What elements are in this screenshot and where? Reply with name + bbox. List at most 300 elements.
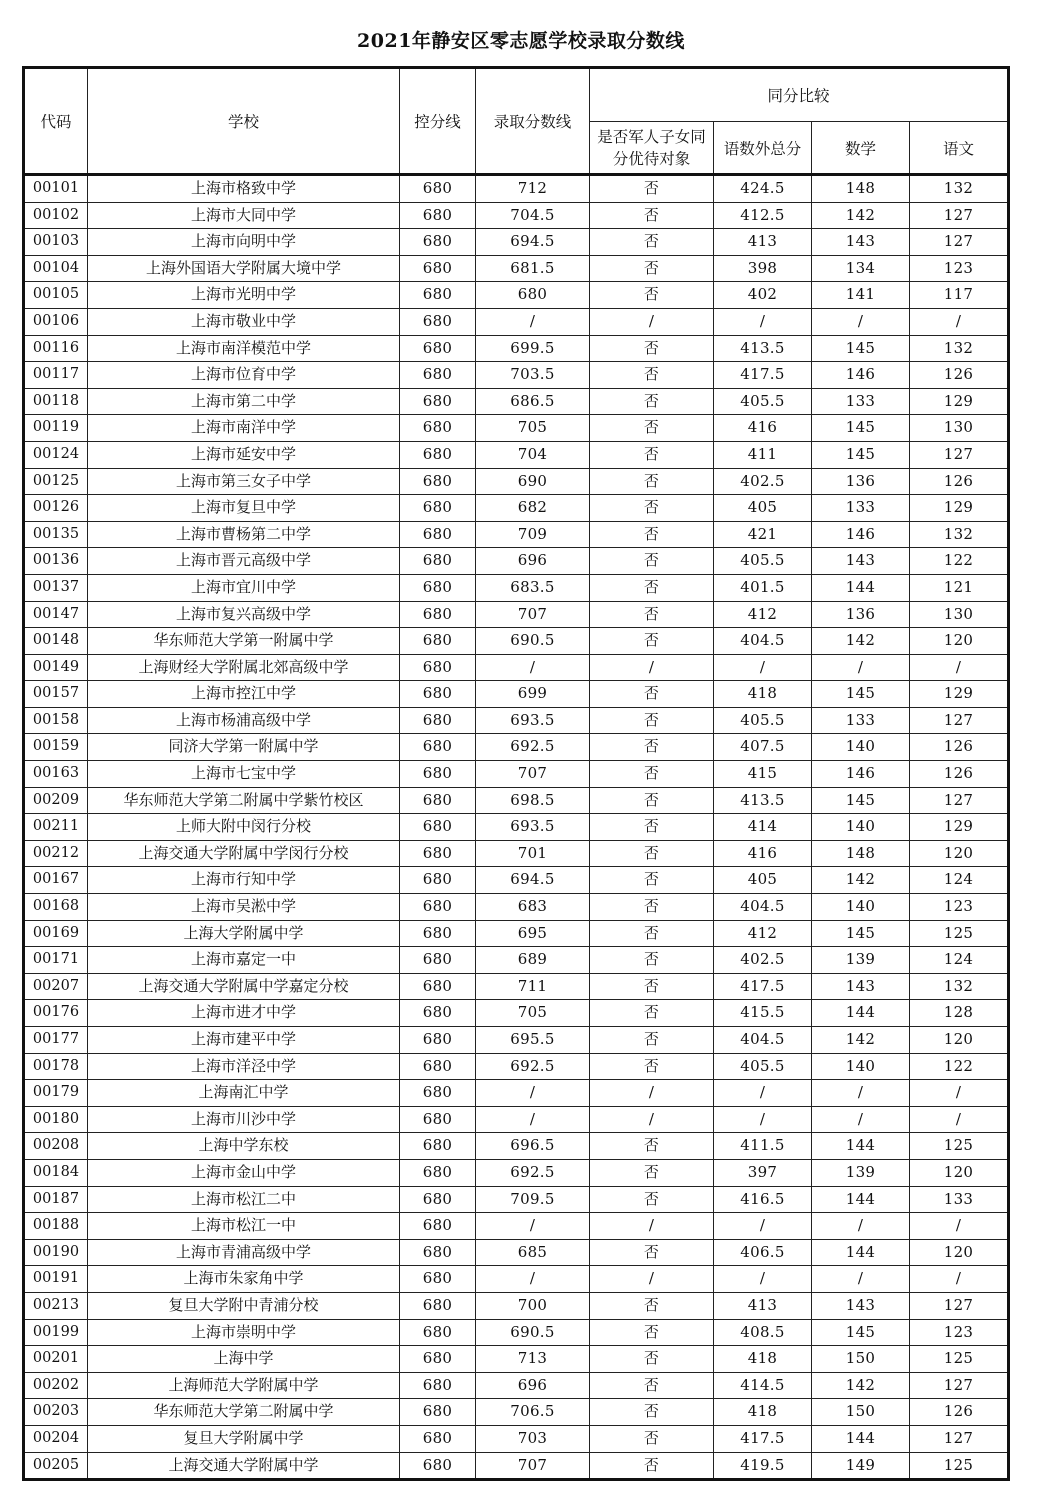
- code-cell: 00168: [24, 894, 88, 921]
- table-row: [24, 628, 1009, 655]
- table-row: [24, 1159, 1009, 1186]
- total-score-cell: 413.5: [714, 787, 812, 814]
- military-priority-cell: 否: [590, 787, 714, 814]
- chinese-cell: 130: [910, 601, 1009, 628]
- military-priority-cell: 否: [590, 1027, 714, 1054]
- math-cell: /: [812, 1213, 910, 1240]
- total-score-cell: 417.5: [714, 973, 812, 1000]
- total-score-cell: /: [714, 1106, 812, 1133]
- table-row: [24, 1452, 1009, 1480]
- control-line-cell: 680: [400, 468, 476, 495]
- military-priority-cell: /: [590, 308, 714, 335]
- admission-line-cell: /: [476, 1266, 590, 1293]
- school-cell: 上海市七宝中学: [88, 761, 400, 788]
- math-cell: 140: [812, 734, 910, 761]
- math-cell: 141: [812, 282, 910, 309]
- control-line-cell: 680: [400, 202, 476, 229]
- table-row: [24, 1213, 1009, 1240]
- military-priority-cell: 否: [590, 495, 714, 522]
- code-cell: 00208: [24, 1133, 88, 1160]
- math-cell: 139: [812, 1159, 910, 1186]
- table-row: [24, 707, 1009, 734]
- math-cell: /: [812, 308, 910, 335]
- admission-line-cell: 690.5: [476, 1319, 590, 1346]
- admission-line-cell: 695.5: [476, 1027, 590, 1054]
- school-cell: 上海市南洋模范中学: [88, 335, 400, 362]
- military-priority-cell: 否: [590, 1346, 714, 1373]
- military-priority-cell: 否: [590, 1452, 714, 1480]
- control-line-cell: 680: [400, 335, 476, 362]
- math-cell: 143: [812, 229, 910, 256]
- math-cell: 150: [812, 1346, 910, 1373]
- control-line-cell: 680: [400, 894, 476, 921]
- total-score-cell: 405: [714, 867, 812, 894]
- military-priority-cell: 否: [590, 229, 714, 256]
- school-cell: 上海市向明中学: [88, 229, 400, 256]
- school-cell: 同济大学第一附属中学: [88, 734, 400, 761]
- total-score-cell: 405.5: [714, 388, 812, 415]
- code-cell: 00169: [24, 920, 88, 947]
- school-cell: 复旦大学附中青浦分校: [88, 1292, 400, 1319]
- table-row: [24, 947, 1009, 974]
- table-row: [24, 415, 1009, 442]
- control-line-cell: 680: [400, 947, 476, 974]
- total-score-cell: 412.5: [714, 202, 812, 229]
- control-line-cell: 680: [400, 175, 476, 203]
- control-line-cell: 680: [400, 1000, 476, 1027]
- code-cell: 00167: [24, 867, 88, 894]
- table-row: [24, 388, 1009, 415]
- total-score-cell: /: [714, 1080, 812, 1107]
- math-cell: 142: [812, 1027, 910, 1054]
- chinese-cell: 132: [910, 521, 1009, 548]
- military-priority-cell: 否: [590, 468, 714, 495]
- chinese-cell: 127: [910, 202, 1009, 229]
- control-line-cell: 680: [400, 867, 476, 894]
- code-cell: 00157: [24, 681, 88, 708]
- table-row: [24, 574, 1009, 601]
- admission-line-cell: 694.5: [476, 867, 590, 894]
- control-line-cell: 680: [400, 681, 476, 708]
- total-score-cell: 413: [714, 229, 812, 256]
- code-cell: 00159: [24, 734, 88, 761]
- school-cell: 上海市松江二中: [88, 1186, 400, 1213]
- chinese-cell: /: [910, 1213, 1009, 1240]
- chinese-cell: 117: [910, 282, 1009, 309]
- math-cell: 146: [812, 521, 910, 548]
- chinese-cell: /: [910, 308, 1009, 335]
- chinese-cell: 126: [910, 1399, 1009, 1426]
- code-cell: 00135: [24, 521, 88, 548]
- table-row: [24, 973, 1009, 1000]
- admission-line-cell: 703: [476, 1425, 590, 1452]
- control-line-cell: 680: [400, 1346, 476, 1373]
- military-priority-cell: 否: [590, 335, 714, 362]
- military-priority-cell: /: [590, 1080, 714, 1107]
- math-cell: 145: [812, 335, 910, 362]
- total-score-cell: 413.5: [714, 335, 812, 362]
- school-cell: 上海市第二中学: [88, 388, 400, 415]
- total-score-cell: 404.5: [714, 628, 812, 655]
- table-row: [24, 1346, 1009, 1373]
- admission-line-cell: /: [476, 1213, 590, 1240]
- admission-line-cell: 696: [476, 1372, 590, 1399]
- code-cell: 00105: [24, 282, 88, 309]
- table-row: [24, 335, 1009, 362]
- table-row: [24, 202, 1009, 229]
- school-cell: 上海交通大学附属中学闵行分校: [88, 840, 400, 867]
- control-line-cell: 680: [400, 601, 476, 628]
- control-line-cell: 680: [400, 787, 476, 814]
- school-cell: 上海市松江一中: [88, 1213, 400, 1240]
- school-cell: 上海市复兴高级中学: [88, 601, 400, 628]
- math-cell: 136: [812, 468, 910, 495]
- school-cell: 上海市光明中学: [88, 282, 400, 309]
- admission-line-cell: 693.5: [476, 814, 590, 841]
- header-school: 学校: [88, 68, 400, 175]
- school-cell: 上海市大同中学: [88, 202, 400, 229]
- total-score-cell: 416.5: [714, 1186, 812, 1213]
- admission-line-cell: 689: [476, 947, 590, 974]
- total-score-cell: 405.5: [714, 1053, 812, 1080]
- military-priority-cell: 否: [590, 548, 714, 575]
- chinese-cell: 125: [910, 920, 1009, 947]
- math-cell: 144: [812, 1186, 910, 1213]
- military-priority-cell: /: [590, 1213, 714, 1240]
- chinese-cell: 133: [910, 1186, 1009, 1213]
- chinese-cell: 124: [910, 867, 1009, 894]
- control-line-cell: 680: [400, 1319, 476, 1346]
- header-control-line: 控分线: [400, 68, 476, 175]
- school-cell: 华东师范大学第二附属中学紫竹校区: [88, 787, 400, 814]
- chinese-cell: 125: [910, 1452, 1009, 1480]
- math-cell: 145: [812, 681, 910, 708]
- military-priority-cell: 否: [590, 1319, 714, 1346]
- chinese-cell: 122: [910, 1053, 1009, 1080]
- code-cell: 00136: [24, 548, 88, 575]
- code-cell: 00118: [24, 388, 88, 415]
- total-score-cell: 405.5: [714, 548, 812, 575]
- school-cell: 上海市朱家角中学: [88, 1266, 400, 1293]
- total-score-cell: 416: [714, 840, 812, 867]
- chinese-cell: 126: [910, 362, 1009, 389]
- code-cell: 00187: [24, 1186, 88, 1213]
- admission-line-cell: /: [476, 1106, 590, 1133]
- code-cell: 00148: [24, 628, 88, 655]
- chinese-cell: 120: [910, 628, 1009, 655]
- math-cell: 144: [812, 1425, 910, 1452]
- table-row: [24, 1425, 1009, 1452]
- math-cell: 134: [812, 255, 910, 282]
- total-score-cell: 415.5: [714, 1000, 812, 1027]
- math-cell: 146: [812, 362, 910, 389]
- total-score-cell: 402: [714, 282, 812, 309]
- code-cell: 00106: [24, 308, 88, 335]
- school-cell: 上海市吴淞中学: [88, 894, 400, 921]
- code-cell: 00124: [24, 441, 88, 468]
- table-row: [24, 548, 1009, 575]
- chinese-cell: 129: [910, 495, 1009, 522]
- table-row: [24, 441, 1009, 468]
- code-cell: 00178: [24, 1053, 88, 1080]
- total-score-cell: 417.5: [714, 1425, 812, 1452]
- code-cell: 00204: [24, 1425, 88, 1452]
- school-cell: 上海大学附属中学: [88, 920, 400, 947]
- math-cell: 145: [812, 415, 910, 442]
- total-score-cell: /: [714, 1266, 812, 1293]
- chinese-cell: 120: [910, 840, 1009, 867]
- math-cell: 140: [812, 1053, 910, 1080]
- code-cell: 00207: [24, 973, 88, 1000]
- chinese-cell: 127: [910, 1372, 1009, 1399]
- school-cell: 上海市延安中学: [88, 441, 400, 468]
- admission-line-cell: 711: [476, 973, 590, 1000]
- math-cell: 148: [812, 175, 910, 203]
- chinese-cell: 120: [910, 1027, 1009, 1054]
- math-cell: 139: [812, 947, 910, 974]
- math-cell: 133: [812, 388, 910, 415]
- code-cell: 00103: [24, 229, 88, 256]
- code-cell: 00177: [24, 1027, 88, 1054]
- chinese-cell: 126: [910, 761, 1009, 788]
- control-line-cell: 680: [400, 1186, 476, 1213]
- code-cell: 00188: [24, 1213, 88, 1240]
- math-cell: 148: [812, 840, 910, 867]
- math-cell: 150: [812, 1399, 910, 1426]
- admission-line-cell: 692.5: [476, 734, 590, 761]
- header-military-priority: 是否军人子女同分优待对象: [590, 122, 714, 175]
- code-cell: 00171: [24, 947, 88, 974]
- school-cell: 上海中学东校: [88, 1133, 400, 1160]
- chinese-cell: 130: [910, 415, 1009, 442]
- total-score-cell: 418: [714, 1399, 812, 1426]
- military-priority-cell: 否: [590, 761, 714, 788]
- total-score-cell: 405: [714, 495, 812, 522]
- page-title: 2021年静安区零志愿学校录取分数线: [357, 30, 685, 52]
- control-line-cell: 680: [400, 1425, 476, 1452]
- military-priority-cell: 否: [590, 601, 714, 628]
- military-priority-cell: 否: [590, 1372, 714, 1399]
- military-priority-cell: 否: [590, 707, 714, 734]
- military-priority-cell: 否: [590, 175, 714, 203]
- math-cell: 143: [812, 1292, 910, 1319]
- control-line-cell: 680: [400, 1159, 476, 1186]
- military-priority-cell: 否: [590, 1186, 714, 1213]
- table-row: [24, 734, 1009, 761]
- admission-line-cell: 686.5: [476, 388, 590, 415]
- admission-line-cell: 692.5: [476, 1053, 590, 1080]
- admission-line-cell: 695: [476, 920, 590, 947]
- control-line-cell: 680: [400, 255, 476, 282]
- table-row: [24, 1292, 1009, 1319]
- table-row: [24, 1053, 1009, 1080]
- total-score-cell: 402.5: [714, 947, 812, 974]
- math-cell: /: [812, 654, 910, 681]
- military-priority-cell: 否: [590, 388, 714, 415]
- school-cell: 上海市第三女子中学: [88, 468, 400, 495]
- math-cell: 145: [812, 920, 910, 947]
- math-cell: /: [812, 1266, 910, 1293]
- school-cell: 上海市行知中学: [88, 867, 400, 894]
- total-score-cell: 418: [714, 681, 812, 708]
- admission-line-cell: 712: [476, 175, 590, 203]
- code-cell: 00147: [24, 601, 88, 628]
- school-cell: 华东师范大学第二附属中学: [88, 1399, 400, 1426]
- military-priority-cell: 否: [590, 574, 714, 601]
- math-cell: 144: [812, 1000, 910, 1027]
- control-line-cell: 680: [400, 495, 476, 522]
- chinese-cell: 120: [910, 1159, 1009, 1186]
- military-priority-cell: 否: [590, 681, 714, 708]
- admission-line-cell: 696.5: [476, 1133, 590, 1160]
- military-priority-cell: 否: [590, 1292, 714, 1319]
- total-score-cell: 398: [714, 255, 812, 282]
- school-cell: 上海市嘉定一中: [88, 947, 400, 974]
- math-cell: 146: [812, 761, 910, 788]
- total-score-cell: 417.5: [714, 362, 812, 389]
- control-line-cell: 680: [400, 628, 476, 655]
- admission-line-cell: 706.5: [476, 1399, 590, 1426]
- total-score-cell: 404.5: [714, 894, 812, 921]
- table-row: [24, 282, 1009, 309]
- admission-line-cell: 701: [476, 840, 590, 867]
- math-cell: 133: [812, 707, 910, 734]
- chinese-cell: /: [910, 654, 1009, 681]
- school-cell: 上海市青浦高级中学: [88, 1239, 400, 1266]
- control-line-cell: 680: [400, 1239, 476, 1266]
- math-cell: 144: [812, 1133, 910, 1160]
- header-chinese: 语文: [910, 122, 1009, 175]
- chinese-cell: /: [910, 1080, 1009, 1107]
- control-line-cell: 680: [400, 1106, 476, 1133]
- admission-line-cell: 699.5: [476, 335, 590, 362]
- control-line-cell: 680: [400, 1080, 476, 1107]
- military-priority-cell: 否: [590, 1159, 714, 1186]
- table-row: [24, 1399, 1009, 1426]
- admission-line-cell: 704.5: [476, 202, 590, 229]
- total-score-cell: 412: [714, 920, 812, 947]
- admission-table: [22, 66, 1010, 1481]
- control-line-cell: 680: [400, 441, 476, 468]
- code-cell: 00202: [24, 1372, 88, 1399]
- math-cell: 145: [812, 1319, 910, 1346]
- table-row: [24, 1080, 1009, 1107]
- chinese-cell: /: [910, 1106, 1009, 1133]
- math-cell: 149: [812, 1452, 910, 1480]
- chinese-cell: 127: [910, 1292, 1009, 1319]
- control-line-cell: 680: [400, 1372, 476, 1399]
- header-same-score-group: 同分比较: [590, 68, 1009, 122]
- control-line-cell: 680: [400, 1292, 476, 1319]
- admission-line-cell: 707: [476, 761, 590, 788]
- admission-line-cell: 683: [476, 894, 590, 921]
- admission-line-cell: 683.5: [476, 574, 590, 601]
- school-cell: 上海市崇明中学: [88, 1319, 400, 1346]
- school-cell: 上海南汇中学: [88, 1080, 400, 1107]
- table-row: [24, 521, 1009, 548]
- table-row: [24, 175, 1009, 203]
- table-row: [24, 1266, 1009, 1293]
- total-score-cell: 408.5: [714, 1319, 812, 1346]
- code-cell: 00201: [24, 1346, 88, 1373]
- table-row: [24, 1106, 1009, 1133]
- total-score-cell: 411: [714, 441, 812, 468]
- school-cell: 上海交通大学附属中学: [88, 1452, 400, 1480]
- table-row: [24, 867, 1009, 894]
- math-cell: 136: [812, 601, 910, 628]
- code-cell: 00176: [24, 1000, 88, 1027]
- total-score-cell: 397: [714, 1159, 812, 1186]
- chinese-cell: 125: [910, 1133, 1009, 1160]
- military-priority-cell: 否: [590, 1053, 714, 1080]
- control-line-cell: 680: [400, 840, 476, 867]
- math-cell: 133: [812, 495, 910, 522]
- control-line-cell: 680: [400, 1213, 476, 1240]
- military-priority-cell: 否: [590, 521, 714, 548]
- total-score-cell: 414.5: [714, 1372, 812, 1399]
- school-cell: 上海市敬业中学: [88, 308, 400, 335]
- code-cell: 00211: [24, 814, 88, 841]
- control-line-cell: 680: [400, 415, 476, 442]
- math-cell: /: [812, 1106, 910, 1133]
- school-cell: 上海交通大学附属中学嘉定分校: [88, 973, 400, 1000]
- control-line-cell: 680: [400, 814, 476, 841]
- table-row: [24, 1000, 1009, 1027]
- chinese-cell: 123: [910, 1319, 1009, 1346]
- chinese-cell: 128: [910, 1000, 1009, 1027]
- control-line-cell: 680: [400, 1053, 476, 1080]
- table-row: [24, 362, 1009, 389]
- total-score-cell: 414: [714, 814, 812, 841]
- chinese-cell: 123: [910, 255, 1009, 282]
- chinese-cell: 132: [910, 973, 1009, 1000]
- total-score-cell: 419.5: [714, 1452, 812, 1480]
- code-cell: 00158: [24, 707, 88, 734]
- control-line-cell: 680: [400, 548, 476, 575]
- control-line-cell: 680: [400, 920, 476, 947]
- total-score-cell: /: [714, 654, 812, 681]
- admission-line-cell: 693.5: [476, 707, 590, 734]
- school-cell: 上海市建平中学: [88, 1027, 400, 1054]
- code-cell: 00126: [24, 495, 88, 522]
- chinese-cell: 129: [910, 681, 1009, 708]
- control-line-cell: 680: [400, 521, 476, 548]
- military-priority-cell: 否: [590, 814, 714, 841]
- admission-line-cell: 680: [476, 282, 590, 309]
- chinese-cell: 123: [910, 894, 1009, 921]
- chinese-cell: 121: [910, 574, 1009, 601]
- table-row: [24, 1027, 1009, 1054]
- total-score-cell: 407.5: [714, 734, 812, 761]
- admission-line-cell: 694.5: [476, 229, 590, 256]
- military-priority-cell: 否: [590, 1239, 714, 1266]
- code-cell: 00199: [24, 1319, 88, 1346]
- math-cell: 142: [812, 1372, 910, 1399]
- control-line-cell: 680: [400, 1452, 476, 1480]
- code-cell: 00104: [24, 255, 88, 282]
- total-score-cell: 404.5: [714, 1027, 812, 1054]
- control-line-cell: 680: [400, 707, 476, 734]
- school-cell: 上海市进才中学: [88, 1000, 400, 1027]
- math-cell: 143: [812, 973, 910, 1000]
- chinese-cell: 120: [910, 1239, 1009, 1266]
- military-priority-cell: 否: [590, 628, 714, 655]
- admission-line-cell: /: [476, 1080, 590, 1107]
- admission-line-cell: 690: [476, 468, 590, 495]
- school-cell: 上海市宜川中学: [88, 574, 400, 601]
- admission-line-cell: 705: [476, 415, 590, 442]
- table-row: [24, 894, 1009, 921]
